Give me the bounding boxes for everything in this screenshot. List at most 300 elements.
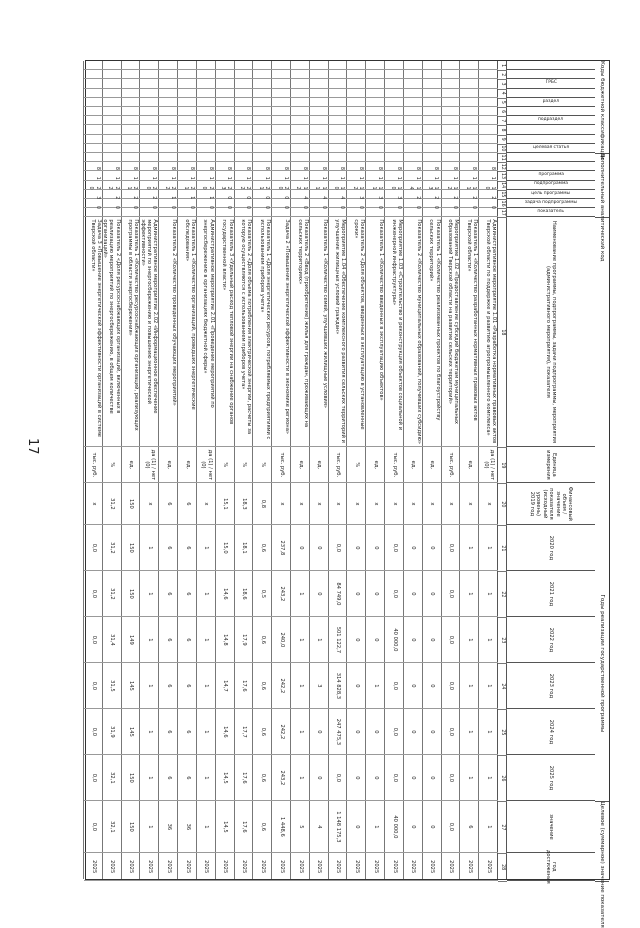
head-value-label: значение xyxy=(548,814,555,840)
code-digit xyxy=(442,116,461,125)
row-year-value: 0,0 xyxy=(442,571,461,617)
column-number: 26 xyxy=(498,755,507,802)
band-analytic: Дополнительный аналитический код xyxy=(595,153,609,218)
code-digit xyxy=(159,79,178,88)
row-year-value: 0,6 xyxy=(253,709,272,755)
row-base-value: х xyxy=(84,483,103,525)
row-year-value: 1 xyxy=(479,663,498,709)
row-target-value: 1 448,6 xyxy=(272,801,291,853)
code-digit xyxy=(442,98,461,107)
row-year-value: 0 xyxy=(404,571,423,617)
code-digit xyxy=(122,116,141,125)
row-year-value: 0 xyxy=(366,525,385,571)
column-number: 27 xyxy=(498,801,507,854)
code-digit xyxy=(310,153,329,162)
row-name: Мероприятие 1.04 «Обеспечение комплексного развития сельских территорий и улучшение жилищных условий граждан» xyxy=(329,217,348,447)
row-unit: ед. xyxy=(159,447,178,483)
row-year-value: 247 475,3 xyxy=(329,709,348,755)
row-target-year: 2025 xyxy=(385,853,404,881)
code-digit xyxy=(84,98,103,107)
code-digit xyxy=(140,70,159,79)
code-digit xyxy=(366,70,385,79)
code-digit xyxy=(253,79,272,88)
row-unit: ед. xyxy=(122,447,141,483)
row-target-year: 2025 xyxy=(442,853,461,881)
code-digit xyxy=(291,153,310,162)
code-digit xyxy=(329,144,348,153)
row-year-value: 6 xyxy=(178,755,197,801)
row-target-value: 5 xyxy=(291,801,310,853)
row-year-value: 0,0 xyxy=(385,525,404,571)
code-digit xyxy=(291,135,310,144)
code-digit xyxy=(122,125,141,134)
band-final: Целевое (суммарное) значение показателя xyxy=(595,801,609,882)
code-digit xyxy=(347,79,366,88)
row-target-year: 2025 xyxy=(347,853,366,881)
column-number: 5 xyxy=(498,98,507,108)
code-digit xyxy=(235,107,254,116)
code-digit xyxy=(272,61,291,70)
row-year-value: 6 xyxy=(178,571,197,617)
row-year-value: 242,2 xyxy=(272,709,291,755)
code-digit xyxy=(479,135,498,144)
table-row xyxy=(158,61,178,879)
code-digit xyxy=(272,98,291,107)
code-digit xyxy=(329,79,348,88)
code-digit xyxy=(423,135,442,144)
code-digit xyxy=(479,144,498,153)
row-target-value: 150 xyxy=(122,801,141,853)
head-2022-label: 2022 год xyxy=(548,627,555,653)
code-digit xyxy=(216,79,235,88)
row-year-value: 1 xyxy=(460,709,479,755)
code-digit xyxy=(197,98,216,107)
row-unit: % xyxy=(103,447,122,483)
row-year-value: 0 xyxy=(347,709,366,755)
code-digit xyxy=(235,79,254,88)
code-digit xyxy=(159,116,178,125)
row-year-value: 6 xyxy=(159,617,178,663)
row-unit: тыс. руб. xyxy=(442,447,461,483)
row-year-value: 0 xyxy=(347,663,366,709)
head-2023-label: 2023 год xyxy=(548,673,555,699)
row-target-year: 2025 xyxy=(272,853,291,881)
column-number: 9 xyxy=(498,135,507,145)
analytic-code: 8 1 1 2 0 4 xyxy=(404,162,423,217)
row-name: Показатель 3 «Удельный расход тепловой энергии на снабжение органов государственной власти» xyxy=(216,217,235,447)
row-year-value: 1 xyxy=(197,755,216,801)
code-digit xyxy=(442,125,461,134)
analytic-code: 8 1 2 1 0 0 xyxy=(197,162,216,217)
code-digit xyxy=(122,153,141,162)
code-digit xyxy=(442,144,461,153)
code-digit xyxy=(140,125,159,134)
code-digit xyxy=(103,79,122,88)
row-year-value: 0 xyxy=(423,617,442,663)
code-digit xyxy=(197,144,216,153)
code-head-6 xyxy=(507,107,595,116)
code-digit xyxy=(253,70,272,79)
code-digit xyxy=(329,135,348,144)
table-row xyxy=(346,61,366,879)
code-digit xyxy=(122,61,141,70)
analytic-code: 8 1 1 4 0 0 xyxy=(329,162,348,217)
code-digit xyxy=(404,135,423,144)
row-year-value: 149 xyxy=(122,617,141,663)
row-year-value: 0 xyxy=(366,755,385,801)
code-digit xyxy=(291,98,310,107)
code-digit xyxy=(197,89,216,98)
analytic-code: 8 1 1 2 0 3 xyxy=(423,162,442,217)
column-number: 14 xyxy=(498,181,507,191)
column-number: 7 xyxy=(498,116,507,126)
code-digit xyxy=(103,144,122,153)
row-year-value: 242,2 xyxy=(272,663,291,709)
code-digit xyxy=(197,116,216,125)
code-digit xyxy=(385,135,404,144)
row-unit: % xyxy=(216,447,235,483)
analytic-code: 8 1 2 2 0 2 xyxy=(103,162,122,217)
code-digit xyxy=(479,70,498,79)
code-digit xyxy=(178,116,197,125)
head-2023 xyxy=(507,663,595,709)
table-row xyxy=(177,61,197,879)
row-name: Показатель 1 «Количество организаций, проведших энергетические обследования» xyxy=(178,217,197,447)
row-base-value: х xyxy=(366,483,385,525)
row-year-value: 32,1 xyxy=(103,755,122,801)
row-year-value: 0,0 xyxy=(385,709,404,755)
row-target-year: 2025 xyxy=(310,853,329,881)
table-row xyxy=(234,61,254,879)
row-target-value: 17,6 xyxy=(235,801,254,853)
column-number: 2 xyxy=(498,70,507,80)
row-year-value: 0 xyxy=(310,571,329,617)
page-number: 17 xyxy=(25,438,40,455)
code-digit xyxy=(423,107,442,116)
code-digit xyxy=(479,89,498,98)
row-year-value: 0 xyxy=(310,709,329,755)
row-year-value: 0 xyxy=(347,571,366,617)
code-digit xyxy=(103,70,122,79)
table-row xyxy=(309,61,329,879)
code-digit xyxy=(140,135,159,144)
code-digit xyxy=(460,153,479,162)
code-digit xyxy=(291,79,310,88)
code-digit xyxy=(197,107,216,116)
code-digit xyxy=(178,144,197,153)
code-digit xyxy=(235,144,254,153)
row-year-value: 31,9 xyxy=(103,709,122,755)
table-row xyxy=(215,61,235,879)
analytic-code: 8 1 1 4 0 1 xyxy=(310,162,329,217)
code-digit xyxy=(423,125,442,134)
column-number: 1 xyxy=(498,61,507,71)
code-digit xyxy=(272,79,291,88)
row-year-value: 0 xyxy=(404,525,423,571)
program-table xyxy=(85,60,610,928)
code-digit xyxy=(329,116,348,125)
analytic-code: 8 1 2 0 0 3 xyxy=(216,162,235,217)
row-year-value: 1 xyxy=(140,617,159,663)
code-digit xyxy=(423,98,442,107)
row-name: Показатель 2 «Количество проведенных обучающих мероприятий» xyxy=(159,217,178,447)
code-digit xyxy=(423,89,442,98)
head-2020-label: 2020 год xyxy=(548,535,555,561)
code-digit xyxy=(385,89,404,98)
row-base-value: х xyxy=(140,483,159,525)
code-digit xyxy=(235,61,254,70)
analytic-code: 8 1 2 0 0 0 xyxy=(272,162,291,217)
row-year-value: 0 xyxy=(404,617,423,663)
code-digit xyxy=(385,70,404,79)
row-year-value: 6 xyxy=(178,663,197,709)
row-year-value: 0,0 xyxy=(84,755,103,801)
row-year-value: 18,1 xyxy=(235,525,254,571)
code-head-5 xyxy=(507,98,595,107)
head-2025 xyxy=(507,755,595,801)
row-target-value: 1 xyxy=(140,801,159,853)
code-digit xyxy=(197,135,216,144)
column-number: 19 xyxy=(498,447,507,484)
head-2024-label: 2024 год xyxy=(548,719,555,745)
row-year-value: 0 xyxy=(366,709,385,755)
row-target-value: 0,0 xyxy=(84,801,103,853)
analytic-code: 8 1 1 2 0 0 xyxy=(479,162,498,217)
code-digit xyxy=(197,153,216,162)
code-digit xyxy=(235,89,254,98)
row-target-value: 14,5 xyxy=(216,801,235,853)
row-year-value: 0,0 xyxy=(385,663,404,709)
row-year-value: 0 xyxy=(423,571,442,617)
code-digit xyxy=(479,79,498,88)
code-digit xyxy=(159,61,178,70)
code-digit xyxy=(366,61,385,70)
row-target-value: 36 xyxy=(178,801,197,853)
code-digit xyxy=(103,107,122,116)
code-digit xyxy=(235,116,254,125)
row-base-value: х xyxy=(291,483,310,525)
code-digit xyxy=(253,61,272,70)
code-digit xyxy=(310,135,329,144)
table-body xyxy=(86,61,498,879)
row-name: Задача 2 «Повышение энергетической эффективности в экономике региона» xyxy=(272,217,291,447)
code-digit xyxy=(272,107,291,116)
analytic-code: 8 1 1 3 0 2 xyxy=(347,162,366,217)
code-digit xyxy=(404,70,423,79)
analytic-code: 8 1 2 0 0 2 xyxy=(235,162,254,217)
row-base-value: 150 xyxy=(122,483,141,525)
row-base-value: х xyxy=(197,483,216,525)
row-year-value: 1 xyxy=(140,709,159,755)
code-digit xyxy=(310,107,329,116)
code-digit xyxy=(122,107,141,116)
row-year-value: 1 xyxy=(479,571,498,617)
row-year-value: 0 xyxy=(310,755,329,801)
code-digit xyxy=(272,89,291,98)
row-base-value: х xyxy=(460,483,479,525)
code-digit xyxy=(310,125,329,134)
code-digit xyxy=(347,61,366,70)
row-name: Показатель 1 «Доля энергетических ресурсов, потребляемых предприятиями с использованием приборов учета» xyxy=(253,217,272,447)
row-year-value: 1 xyxy=(291,571,310,617)
code-digit xyxy=(159,125,178,134)
column-number: 8 xyxy=(498,125,507,135)
code-digit xyxy=(216,98,235,107)
row-year-value: 0,6 xyxy=(253,755,272,801)
head-2024 xyxy=(507,709,595,755)
code-digit xyxy=(479,61,498,70)
code-digit xyxy=(122,144,141,153)
row-name: Показатель 1 «Количество разработанных нормативных правовых актов Тверской области» xyxy=(460,217,479,447)
code-digit xyxy=(272,116,291,125)
code-digit xyxy=(178,89,197,98)
head-2022 xyxy=(507,617,595,663)
column-number: 16 xyxy=(498,199,507,209)
code-digit xyxy=(253,144,272,153)
code-digit xyxy=(404,125,423,134)
row-year-value: 0 xyxy=(366,617,385,663)
table-row xyxy=(252,61,272,879)
code-digit xyxy=(423,153,442,162)
row-base-value: 6 xyxy=(159,483,178,525)
analytic-code: 8 1 2 2 0 0 xyxy=(140,162,159,217)
code-digit xyxy=(404,61,423,70)
row-year-value: 18,6 xyxy=(235,571,254,617)
row-year-value: 1 xyxy=(291,617,310,663)
code-head-3 xyxy=(507,79,595,88)
code-head-label-3: ГРБС xyxy=(545,80,557,86)
code-digit xyxy=(310,70,329,79)
code-digit xyxy=(423,116,442,125)
row-year-value: 0,5 xyxy=(253,571,272,617)
row-year-value: 6 xyxy=(178,525,197,571)
table-row xyxy=(384,61,404,879)
code-digit xyxy=(84,116,103,125)
column-number: 28 xyxy=(498,853,507,882)
column-number: 6 xyxy=(498,107,507,117)
code-head-label-10: целевая статья xyxy=(533,144,569,150)
analytic-code: 8 1 2 1 0 1 xyxy=(178,162,197,217)
code-digit xyxy=(122,70,141,79)
row-year-value: 6 xyxy=(159,663,178,709)
head-year xyxy=(507,849,595,884)
row-year-value: 0 xyxy=(423,663,442,709)
code-digit xyxy=(404,107,423,116)
code-digit xyxy=(178,107,197,116)
code-digit xyxy=(423,144,442,153)
code-digit xyxy=(347,144,366,153)
code-digit xyxy=(310,89,329,98)
head-name-label: Наименование программы, подпрограммы, задачи подпрограммы, мероприятия (административного мероприятия), показателя xyxy=(545,220,558,443)
band-classification: Коды бюджетной классификации xyxy=(595,61,609,154)
head-2021 xyxy=(507,571,595,617)
code-digit xyxy=(347,116,366,125)
code-digit xyxy=(272,135,291,144)
row-name: Административное мероприятие 1.01 «Разработка нормативных правовых актов Тверской области по поддержке и развитию агропромышленного комплекса» xyxy=(479,217,498,447)
code-digit xyxy=(140,79,159,88)
row-year-value: 0,0 xyxy=(385,755,404,801)
row-year-value: 0 xyxy=(347,755,366,801)
row-target-value: 4 xyxy=(310,801,329,853)
row-year-value: 31,4 xyxy=(103,617,122,663)
table-row xyxy=(478,61,498,879)
code-digit xyxy=(272,125,291,134)
row-year-value: 1 xyxy=(291,663,310,709)
row-name: Показатель 1 «Количество ресурсоснабжающих организаций, реализующих программы в области энергосбережения» xyxy=(122,217,141,447)
row-year-value: 0,0 xyxy=(84,525,103,571)
code-digit xyxy=(84,144,103,153)
row-year-value: 17,9 xyxy=(235,617,254,663)
row-year-value: 14,7 xyxy=(216,663,235,709)
row-target-value: 0 xyxy=(423,801,442,853)
code-digit xyxy=(404,144,423,153)
row-name: Административное мероприятие 2.02 «Информационное обеспечение мероприятий по энергосбережению и повышению энергетической эффективности» xyxy=(140,217,159,447)
code-digit xyxy=(216,107,235,116)
row-year-value: 1 xyxy=(197,525,216,571)
code-head-9 xyxy=(507,135,595,144)
code-digit xyxy=(235,70,254,79)
row-target-value: 1 xyxy=(197,801,216,853)
code-digit xyxy=(140,61,159,70)
table-row xyxy=(403,61,423,879)
code-digit xyxy=(366,144,385,153)
code-digit xyxy=(197,70,216,79)
code-digit xyxy=(329,107,348,116)
code-digit xyxy=(197,61,216,70)
row-base-value: 0,8 xyxy=(253,483,272,525)
code-digit xyxy=(423,79,442,88)
row-unit: тыс. руб. xyxy=(385,447,404,483)
code-digit xyxy=(366,135,385,144)
code-digit xyxy=(291,144,310,153)
column-number: 3 xyxy=(498,79,507,89)
row-year-value: 0 xyxy=(347,525,366,571)
row-year-value: 1 xyxy=(460,663,479,709)
code-digit xyxy=(216,116,235,125)
row-year-value: 0 xyxy=(404,755,423,801)
code-digit xyxy=(103,116,122,125)
code-digit xyxy=(178,135,197,144)
row-target-year: 2025 xyxy=(235,853,254,881)
row-year-value: 1 xyxy=(140,755,159,801)
row-year-value: 1 xyxy=(291,709,310,755)
code-digit xyxy=(479,125,498,134)
code-digit xyxy=(385,61,404,70)
code-digit xyxy=(272,153,291,162)
row-unit: тыс. руб. xyxy=(84,447,103,483)
table-row xyxy=(139,61,159,879)
code-digit xyxy=(479,107,498,116)
code-digit xyxy=(140,144,159,153)
code-digit xyxy=(159,107,178,116)
code-digit xyxy=(442,61,461,70)
row-base-value: х xyxy=(310,483,329,525)
code-head-10 xyxy=(507,144,595,153)
code-digit xyxy=(385,79,404,88)
code-digit xyxy=(385,116,404,125)
code-digit xyxy=(216,144,235,153)
code-digit xyxy=(329,125,348,134)
code-head-15 xyxy=(507,190,595,199)
code-head-2 xyxy=(507,70,595,79)
column-number: 18 xyxy=(498,217,507,448)
row-year-value: 150 xyxy=(122,755,141,801)
row-target-value: 40 000,0 xyxy=(385,801,404,853)
code-digit xyxy=(347,153,366,162)
code-digit xyxy=(84,79,103,88)
row-year-value: 17,6 xyxy=(235,755,254,801)
code-digit xyxy=(103,125,122,134)
